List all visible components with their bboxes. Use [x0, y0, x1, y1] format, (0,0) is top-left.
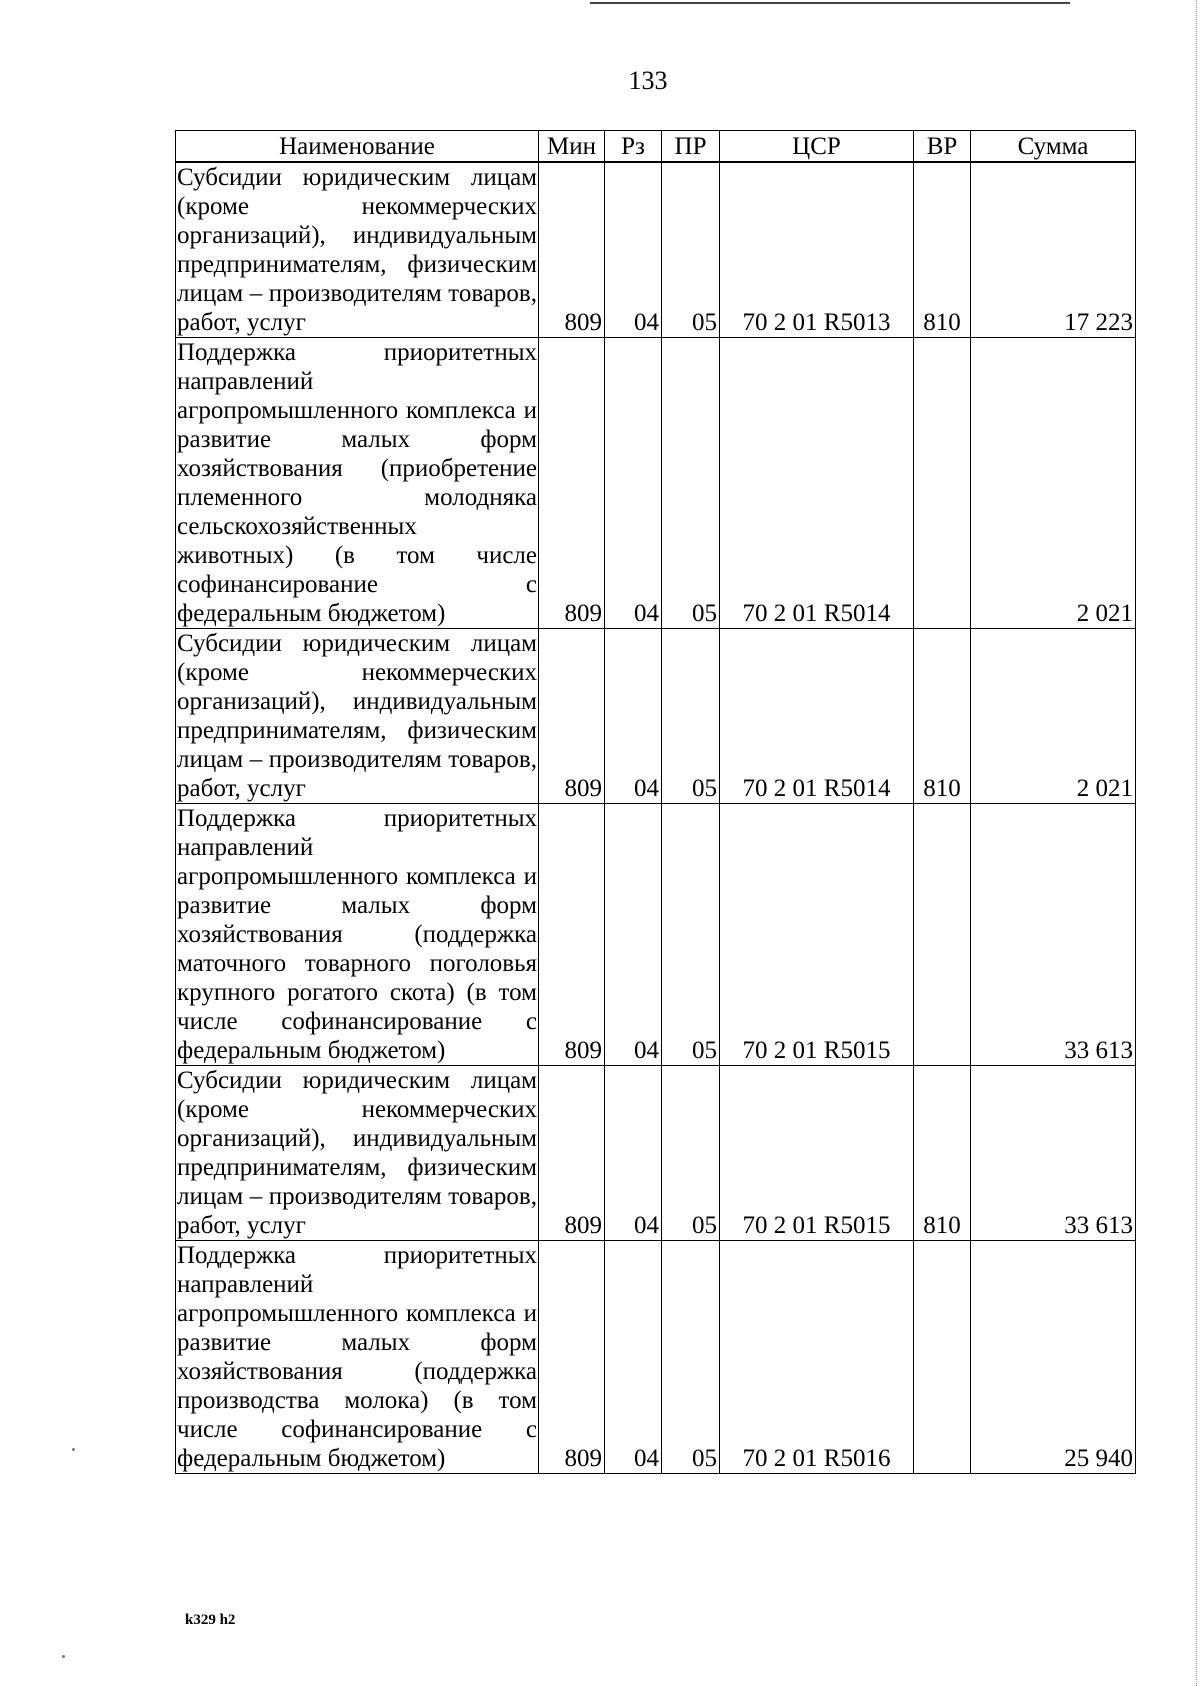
- cell-pr: 05: [662, 338, 720, 629]
- cell-min: 809: [539, 804, 605, 1066]
- cell-name: Субсидии юридическим лицам (кроме некоммерческих организаций), индивидуальным предпринимателям, физическим лицам – производителям товаров, работ, услуг: [177, 164, 537, 336]
- cell-pr: 05: [662, 1066, 720, 1241]
- scan-edge-top: [590, 2, 1070, 4]
- document-code: k329 h2: [185, 1612, 236, 1628]
- cell-rz: 04: [605, 629, 662, 804]
- cell-vr: 810: [914, 162, 971, 338]
- cell-sum: 33 613: [971, 1066, 1136, 1241]
- table-header-row: [176, 131, 1136, 163]
- cell-rz: 04: [605, 1066, 662, 1241]
- cell-vr: [914, 1241, 971, 1474]
- cell-name: Поддержка приоритетных направлений агропромышленного комплекса и развитие малых форм хозяйствования (приобретение племенного молодняка сельскохозяйственных животных) (в том числе софинансирование с федеральным бюджетом): [177, 339, 537, 627]
- cell-min: 809: [539, 629, 605, 804]
- table-row: [176, 162, 1136, 338]
- cell-pr: 05: [662, 804, 720, 1066]
- cell-csr: 70 2 01 R5014: [720, 338, 914, 629]
- header-min: Мин: [539, 131, 605, 163]
- cell-pr: 05: [662, 1241, 720, 1474]
- table-row: [176, 1241, 1136, 1474]
- cell-csr: 70 2 01 R5016: [720, 1241, 914, 1474]
- cell-sum: 25 940: [971, 1241, 1136, 1474]
- cell-sum: 2 021: [971, 629, 1136, 804]
- header-vr: ВР: [914, 131, 971, 163]
- cell-csr: 70 2 01 R5015: [720, 804, 914, 1066]
- cell-pr: 05: [662, 162, 720, 338]
- cell-csr: 70 2 01 R5015: [720, 1066, 914, 1241]
- cell-name: Поддержка приоритетных направлений агропромышленного комплекса и развитие малых форм хозяйствования (поддержка маточного товарного поголовья крупного рогатого скота) (в том числе софинансирование с федеральным бюджетом): [177, 805, 537, 1064]
- cell-rz: 04: [605, 338, 662, 629]
- cell-csr: 70 2 01 R5014: [720, 629, 914, 804]
- header-name: Наименование: [176, 131, 539, 163]
- cell-sum: 33 613: [971, 804, 1136, 1066]
- cell-sum: 2 021: [971, 338, 1136, 629]
- scan-speck: [72, 1448, 75, 1451]
- table-row: [176, 804, 1136, 1066]
- header-rz: Рз: [605, 131, 662, 163]
- table-row: [176, 1066, 1136, 1241]
- cell-pr: 05: [662, 629, 720, 804]
- cell-name: Субсидии юридическим лицам (кроме некоммерческих организаций), индивидуальным предпринимателям, физическим лицам – производителям товаров, работ, услуг: [177, 630, 537, 802]
- cell-csr: 70 2 01 R5013: [720, 162, 914, 338]
- cell-vr: 810: [914, 1066, 971, 1241]
- cell-min: 809: [539, 1066, 605, 1241]
- cell-rz: 04: [605, 1241, 662, 1474]
- cell-vr: [914, 338, 971, 629]
- cell-rz: 04: [605, 162, 662, 338]
- cell-min: 809: [539, 338, 605, 629]
- cell-name: Субсидии юридическим лицам (кроме некоммерческих организаций), индивидуальным предпринимателям, физическим лицам – производителям товаров, работ, услуг: [177, 1067, 537, 1239]
- header-csr: ЦСР: [720, 131, 914, 163]
- cell-vr: 810: [914, 629, 971, 804]
- table-row: [176, 338, 1136, 629]
- cell-rz: 04: [605, 804, 662, 1066]
- cell-min: 809: [539, 1241, 605, 1474]
- scan-speck: [62, 1655, 65, 1658]
- cell-name: Поддержка приоритетных направлений агропромышленного комплекса и развитие малых форм хозяйствования (поддержка производства молока) (в том числе софинансирование с федеральным бюджетом): [177, 1242, 537, 1472]
- scan-edge-right: [1196, 0, 1197, 1686]
- table-row: [176, 629, 1136, 804]
- cell-sum: 17 223: [971, 162, 1136, 338]
- budget-table: [175, 130, 1136, 1474]
- header-sum: Сумма: [971, 131, 1136, 163]
- header-pr: ПР: [662, 131, 720, 163]
- cell-vr: [914, 804, 971, 1066]
- cell-min: 809: [539, 162, 605, 338]
- page-number: 133: [628, 66, 668, 95]
